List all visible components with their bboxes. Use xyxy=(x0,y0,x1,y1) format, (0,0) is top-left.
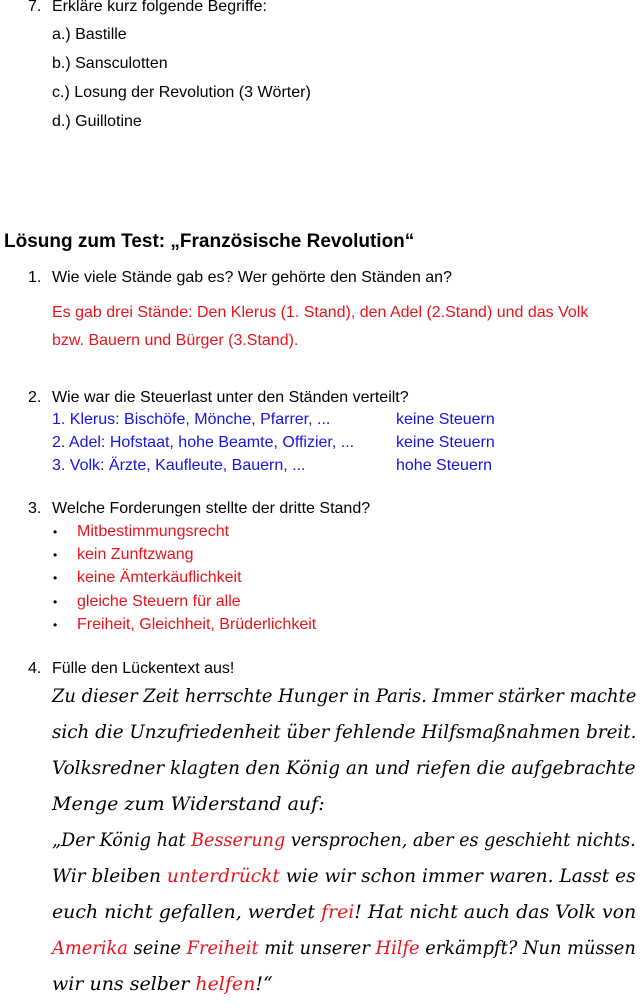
bullet-icon: • xyxy=(53,525,58,539)
cloze-text: wir uns selber xyxy=(52,973,196,995)
cloze-gap-answer: Besserung xyxy=(191,829,286,851)
cloze-text: Volksredner klagten den König an und riefen die aufgebrachte xyxy=(52,757,636,779)
cloze-line xyxy=(52,720,636,744)
cloze-line xyxy=(52,972,273,996)
q7-item: c.) Losung der Revolution (3 Wörter) xyxy=(52,84,311,101)
q2-number: 2. xyxy=(28,389,42,406)
cloze-text: versprochen, aber es geschieht nichts. xyxy=(285,829,636,851)
bullet-icon: • xyxy=(53,595,58,609)
q1-question: Wie viele Stände gab es? Wer gehörte den Ständen an? xyxy=(52,269,452,286)
cloze-text: „Der König hat xyxy=(52,829,192,851)
q1-number: 1. xyxy=(28,269,42,286)
q3-item: gleiche Steuern für alle xyxy=(77,593,241,610)
cloze-line xyxy=(52,756,636,780)
cloze-gap-answer: unterdrückt xyxy=(166,865,280,887)
q2-tax: keine Steuern xyxy=(396,411,495,428)
q3-item: kein Zunftzwang xyxy=(77,546,194,563)
cloze-text: ! Hat nicht auch das Volk von xyxy=(354,901,637,923)
cloze-text: Wir bleiben xyxy=(52,865,167,887)
cloze-gap-answer: Freiheit xyxy=(186,937,259,959)
q7-number: 7. xyxy=(28,0,42,15)
q2-tax: keine Steuern xyxy=(396,434,495,451)
cloze-text: erkämpft? Nun müssen xyxy=(419,937,636,959)
q2-group: 3. Volk: Ärzte, Kaufleute, Bauern, ... xyxy=(52,457,306,474)
bullet-icon: • xyxy=(53,571,58,585)
q7-question: Erkläre kurz folgende Begriffe: xyxy=(52,0,267,15)
q2-group: 1. Klerus: Bischöfe, Mönche, Pfarrer, ... xyxy=(52,411,331,428)
cloze-text: euch nicht gefallen, werdet xyxy=(52,901,322,923)
cloze-text: Menge zum Widerstand auf: xyxy=(52,793,325,815)
cloze-gap-answer: helfen xyxy=(195,973,256,995)
cloze-text: !“ xyxy=(255,973,273,995)
cloze-line xyxy=(52,792,325,816)
q3-item: Freiheit, Gleichheit, Brüderlichkeit xyxy=(77,616,317,633)
cloze-line xyxy=(52,828,636,852)
q7-item: a.) Bastille xyxy=(52,26,127,43)
cloze-line xyxy=(52,936,636,960)
q4-number: 4. xyxy=(28,660,42,677)
solution-title: Lösung zum Test: „Französische Revolution“ xyxy=(4,231,415,252)
q2-question: Wie war die Steuerlast unter den Ständen verteilt? xyxy=(52,389,409,406)
q3-item: Mitbestimmungsrecht xyxy=(77,523,230,540)
cloze-text: Zu dieser Zeit herrschte Hunger in Paris. Immer stärker machte xyxy=(52,685,637,707)
bullet-icon: • xyxy=(53,618,58,632)
q3-number: 3. xyxy=(28,500,42,517)
q1-answer-line: Es gab drei Stände: Den Klerus (1. Stand), den Adel (2.Stand) und das Volk xyxy=(52,304,589,321)
q7-item: b.) Sansculotten xyxy=(52,55,168,72)
q3-question: Welche Forderungen stellte der dritte Stand? xyxy=(52,500,371,517)
cloze-text: wie wir schon immer waren. Lasst es xyxy=(279,865,636,887)
cloze-line xyxy=(52,900,636,924)
cloze-gap-answer: Hilfe xyxy=(375,937,420,959)
cloze-gap-answer: frei xyxy=(321,901,355,923)
q4-question: Fülle den Lückentext aus! xyxy=(52,660,235,677)
bullet-icon: • xyxy=(53,548,58,562)
cloze-text: seine xyxy=(127,937,187,959)
q1-answer-line: bzw. Bauern und Bürger (3.Stand). xyxy=(52,332,299,349)
q2-group: 2. Adel: Hofstaat, hohe Beamte, Offizier, ... xyxy=(52,434,355,451)
cloze-text: sich die Unzufriedenheit über fehlende Hilfsmaßnahmen breit. xyxy=(52,721,637,743)
cloze-text: mit unserer xyxy=(258,937,376,959)
cloze-line xyxy=(52,864,636,888)
q3-item: keine Ämterkäuflichkeit xyxy=(77,569,242,586)
q7-item: d.) Guillotine xyxy=(52,113,142,130)
cloze-line xyxy=(52,684,636,708)
q2-tax: hohe Steuern xyxy=(396,457,493,474)
cloze-gap-answer: Amerika xyxy=(52,937,128,959)
